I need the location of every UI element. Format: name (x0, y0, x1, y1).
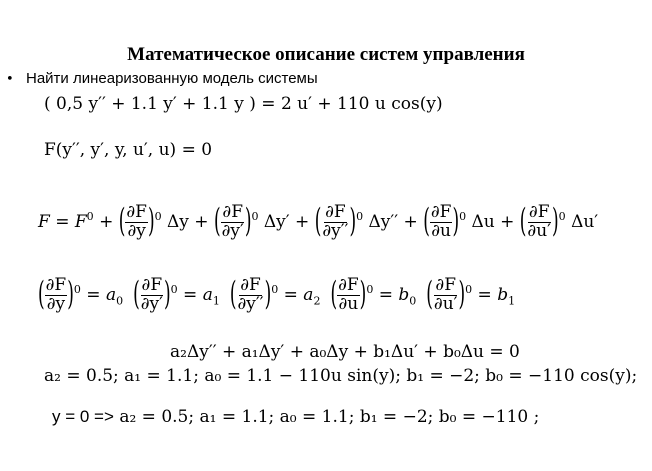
right-paren: ) (452, 203, 460, 242)
delta-term: Δy (161, 211, 189, 232)
evaluation-point-sup: 0 (170, 283, 178, 297)
nonlinear-equation: ( 0,5 y′′ + 1.1 y′ + 1.1 y ) = 2 u′ + 110 u cos(y) (44, 94, 443, 114)
delta-term: Δu′ (565, 211, 599, 232)
partial-derivative (315, 204, 363, 241)
delta-term: Δy′′ (363, 211, 399, 232)
left-paren: ( (423, 203, 430, 242)
right-paren: ) (163, 276, 171, 315)
coefficient-definition (330, 275, 417, 315)
evaluation-point-sup: 0 (251, 210, 259, 224)
partial-derivative (230, 277, 278, 314)
taylor-base: F (74, 211, 87, 232)
evaluation-point-sup: 0 (459, 210, 467, 224)
left-paren: ( (519, 203, 527, 242)
coefficient-definition (229, 275, 321, 315)
fraction-numerator: ∂F (45, 275, 67, 295)
taylor-lhs: F (38, 211, 50, 232)
left-paren: ( (133, 276, 140, 315)
equals-sign: = (373, 284, 399, 305)
coefficient-symbol: a (105, 284, 117, 305)
plus-sign: + (398, 211, 424, 232)
left-paren: ( (330, 276, 338, 315)
delta-term: Δy′ (258, 211, 290, 232)
fraction-denominator: ∂u (431, 220, 452, 241)
fraction-numerator: ∂F (240, 275, 261, 295)
fraction-numerator: ∂F (222, 202, 244, 222)
right-paren: ) (264, 276, 272, 315)
right-paren: ) (552, 203, 559, 242)
taylor-eq: = (55, 211, 70, 232)
partial-derivative (38, 277, 81, 314)
left-paren: ( (314, 203, 322, 242)
left-paren: ( (426, 276, 433, 315)
evaluation-point-sup: 0 (356, 210, 364, 224)
plus-sign: + (99, 211, 119, 232)
bullet-marker: • (6, 72, 14, 87)
values-at-zero (52, 407, 539, 427)
evaluation-point-sup: 0 (73, 283, 81, 297)
partial-derivative (330, 277, 373, 314)
delta-term: Δu (466, 211, 495, 232)
right-paren: ) (244, 203, 252, 242)
fraction-denominator: ∂u′ (527, 220, 552, 241)
linear-model-equation: a₂Δy′′ + a₁Δy′ + a₀Δy + b₁Δu′ + b₀Δu = 0 (170, 342, 520, 362)
plus-sign: + (188, 211, 214, 232)
left-paren: ( (213, 203, 221, 242)
partial-derivative (119, 204, 162, 241)
fraction-denominator: ∂y′ (140, 293, 163, 314)
coefficient-subscript: 2 (313, 294, 321, 308)
fraction (430, 204, 453, 241)
partial-derivative (133, 277, 178, 314)
evaluation-point-sup: 0 (366, 283, 374, 297)
plus-sign: + (494, 211, 520, 232)
taylor-expansion (38, 204, 598, 241)
evaluation-point-sup: 0 (154, 210, 162, 224)
taylor-base-sup: 0 (86, 210, 94, 224)
fraction (321, 204, 349, 241)
equals-sign: = (177, 284, 203, 305)
fraction-denominator: ∂y (127, 220, 146, 241)
partial-derivative (520, 204, 566, 241)
fraction (337, 277, 360, 314)
partial-derivative (426, 277, 472, 314)
coefficient-subscript: 0 (116, 294, 124, 308)
right-paren: ) (359, 276, 367, 315)
right-paren: ) (349, 203, 357, 242)
coefficient-subscript: 0 (409, 294, 417, 308)
fraction (433, 277, 459, 314)
evaluation-point-sup: 0 (271, 283, 279, 297)
coefficient-subscript: 1 (212, 294, 220, 308)
page-title: Математическое описание систем управления (127, 44, 525, 65)
coefficient-definition (133, 275, 220, 315)
coefficient-definition (426, 275, 516, 315)
coefficient-definitions (38, 277, 525, 314)
fraction-numerator: ∂F (126, 202, 147, 222)
left-paren: ( (38, 276, 45, 315)
fraction-denominator: ∂u (338, 293, 359, 314)
coefficient-definition (38, 275, 124, 315)
partial-derivative (423, 204, 466, 241)
fraction (125, 204, 148, 241)
partial-derivative (214, 204, 259, 241)
fraction-denominator: ∂y′′ (237, 293, 264, 314)
left-paren: ( (229, 276, 237, 315)
fraction (221, 204, 245, 241)
equals-sign: = (278, 284, 304, 305)
task-statement: Найти линеаризованную модель системы (26, 70, 318, 87)
fraction-denominator: ∂y (46, 293, 66, 314)
evaluation-point-sup: 0 (558, 210, 566, 224)
plus-sign: + (289, 211, 315, 232)
fraction-numerator: ∂F (430, 202, 452, 222)
fraction-numerator: ∂F (338, 275, 359, 295)
coefficient-symbol: a (303, 284, 314, 305)
fraction (526, 204, 552, 241)
equals-sign: = (472, 284, 498, 305)
fraction-numerator: ∂F (141, 275, 163, 295)
fraction-denominator: ∂u′ (433, 293, 458, 314)
coefficient-values: a₂ = 0.5; a₁ = 1.1; a₀ = 1.1 − 110u sin(y); b₁ = −2; b₀ = −110 cos(y); (44, 366, 638, 386)
right-paren: ) (67, 276, 74, 315)
coefficient-symbol: b (398, 284, 410, 305)
equals-sign: = (80, 284, 106, 305)
coefficient-subscript: 1 (508, 294, 516, 308)
left-paren: ( (118, 203, 126, 242)
coefficient-symbol: b (497, 284, 509, 305)
fraction (45, 277, 68, 314)
implicit-form: F(y′′, y′, y, u′, u) = 0 (44, 140, 213, 160)
fraction-numerator: ∂F (528, 202, 550, 222)
fraction-denominator: ∂y′′ (322, 220, 349, 241)
values-at-zero-list: a₂ = 0.5; a₁ = 1.1; a₀ = 1.1; b₁ = −2; b₀ = −110 ; (119, 407, 540, 427)
coefficient-symbol: a (202, 284, 213, 305)
values-at-zero-prefix: y = 0 => (52, 407, 114, 426)
right-paren: ) (147, 203, 155, 242)
fraction (140, 277, 164, 314)
fraction (236, 277, 264, 314)
right-paren: ) (458, 276, 466, 315)
fraction-numerator: ∂F (435, 275, 456, 295)
evaluation-point-sup: 0 (465, 283, 473, 297)
fraction-numerator: ∂F (325, 202, 346, 222)
fraction-denominator: ∂y′ (221, 220, 244, 241)
